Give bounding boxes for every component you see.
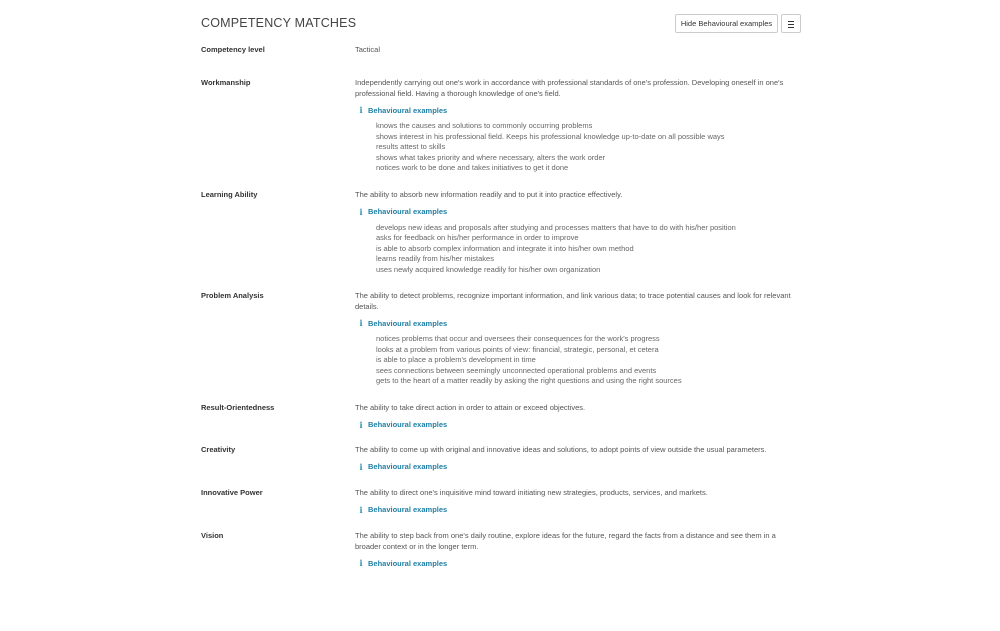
competency-body <box>355 445 801 472</box>
competency-name: Learning Ability <box>201 190 258 199</box>
list-item: notices work to be done and takes initiatives to get it done <box>376 163 569 172</box>
info-icon: i <box>359 419 363 430</box>
competency-description: Independently carrying out one's work in accordance with professional standards of one's profession. Developing oneself in one's professional field. Having a thorough knowledge of one's field. <box>355 78 784 98</box>
list-item: knows the causes and solutions to commonly occurring problems <box>376 121 593 130</box>
menu-button[interactable] <box>781 14 801 33</box>
behavioural-examples-label: Behavioural examples <box>368 207 448 216</box>
competency-description: The ability to detect problems, recognize important information, and link various data; to trace potential causes and look for relevant details. <box>355 291 791 311</box>
list-item: asks for feedback on his/her performance in order to improve <box>376 233 579 242</box>
competency-level-label: Competency level <box>201 45 265 54</box>
competency-description: The ability to absorb new information readily and to put it into practice effectively. <box>355 190 623 199</box>
behavioural-examples-list <box>376 334 801 387</box>
hide-behavioural-examples-button[interactable]: Hide Behavioural examples <box>675 14 778 33</box>
info-icon: i <box>359 105 363 115</box>
behavioural-examples-label: Behavioural examples <box>368 318 448 328</box>
competency-body <box>355 403 801 430</box>
list-item: learns readily from his/her mistakes <box>376 254 494 263</box>
list-item: shows what takes priority and where necessary, alters the work order <box>376 152 606 162</box>
info-icon: i <box>359 558 363 568</box>
competency-description: The ability to come up with original and innovative ideas and solutions, to adopt points of view outside the usual parameters. <box>355 445 767 454</box>
competency-body <box>355 291 801 387</box>
page-title: COMPETENCY MATCHES <box>201 16 357 30</box>
list-item: gets to the heart of a matter readily by asking the right questions and using the right sources <box>376 376 682 385</box>
behavioural-examples-list <box>376 223 801 276</box>
list-item: is able to absorb complex information and integrate it into his/her own method <box>376 243 634 253</box>
competency-level-value: Tactical <box>355 45 381 54</box>
competency-level-body <box>355 45 801 56</box>
behavioural-examples-toggle[interactable] <box>355 462 801 472</box>
list-item: sees connections between seemingly unconnected operational problems and events <box>376 365 657 375</box>
competency-name: Vision <box>201 531 224 540</box>
behavioural-examples-label: Behavioural examples <box>368 505 448 514</box>
behavioural-examples-label: Behavioural examples <box>368 558 448 568</box>
info-icon: i <box>359 504 363 515</box>
competency-description: The ability to direct one's inquisitive mind toward initiating new strategies, products, services, and markets. <box>355 488 708 497</box>
behavioural-examples-label: Behavioural examples <box>368 105 448 115</box>
competency-body <box>355 531 801 568</box>
behavioural-examples-list <box>376 121 801 174</box>
list-item: notices problems that occur and oversees their consequences for the work's progress <box>376 334 660 343</box>
page-header <box>201 14 801 34</box>
list-item: is able to place a problem's development in time <box>376 355 536 364</box>
list-item: shows interest in his professional field. Keeps his professional knowledge up-to-date on all possible ways <box>376 131 725 141</box>
competency-name: Creativity <box>201 445 236 454</box>
competency-description: The ability to step back from one's daily routine, explore ideas for the future, regard the facts from a distance and see them in a broader context or in the longer term. <box>355 531 776 551</box>
info-icon: i <box>359 206 363 217</box>
list-item: looks at a problem from various points of view: financial, strategic, personal, et cetera <box>376 344 659 354</box>
hamburger-icon <box>788 21 794 28</box>
behavioural-examples-label: Behavioural examples <box>368 420 448 429</box>
competency-name: Workmanship <box>201 78 251 87</box>
competency-name: Problem Analysis <box>201 291 264 300</box>
info-icon: i <box>359 461 363 472</box>
behavioural-examples-toggle[interactable] <box>355 420 801 430</box>
list-item: results attest to skills <box>376 142 446 151</box>
behavioural-examples-toggle[interactable] <box>355 318 801 328</box>
behavioural-examples-toggle[interactable] <box>355 207 801 217</box>
behavioural-examples-toggle[interactable] <box>355 505 801 515</box>
info-icon: i <box>359 318 363 328</box>
behavioural-examples-label: Behavioural examples <box>368 462 448 471</box>
competency-body <box>355 488 801 515</box>
competency-name: Innovative Power <box>201 488 263 497</box>
competency-body <box>355 190 801 275</box>
list-item: develops new ideas and proposals after studying and processes matters that have to do with his/her position <box>376 222 736 232</box>
list-item: uses newly acquired knowledge readily for his/her own organization <box>376 264 601 274</box>
behavioural-examples-toggle[interactable] <box>355 105 801 115</box>
competency-description: The ability to take direct action in order to attain or exceed objectives. <box>355 403 586 412</box>
behavioural-examples-toggle[interactable] <box>355 558 801 568</box>
competency-name: Result-Orientedness <box>201 403 275 412</box>
competency-body <box>355 78 801 174</box>
